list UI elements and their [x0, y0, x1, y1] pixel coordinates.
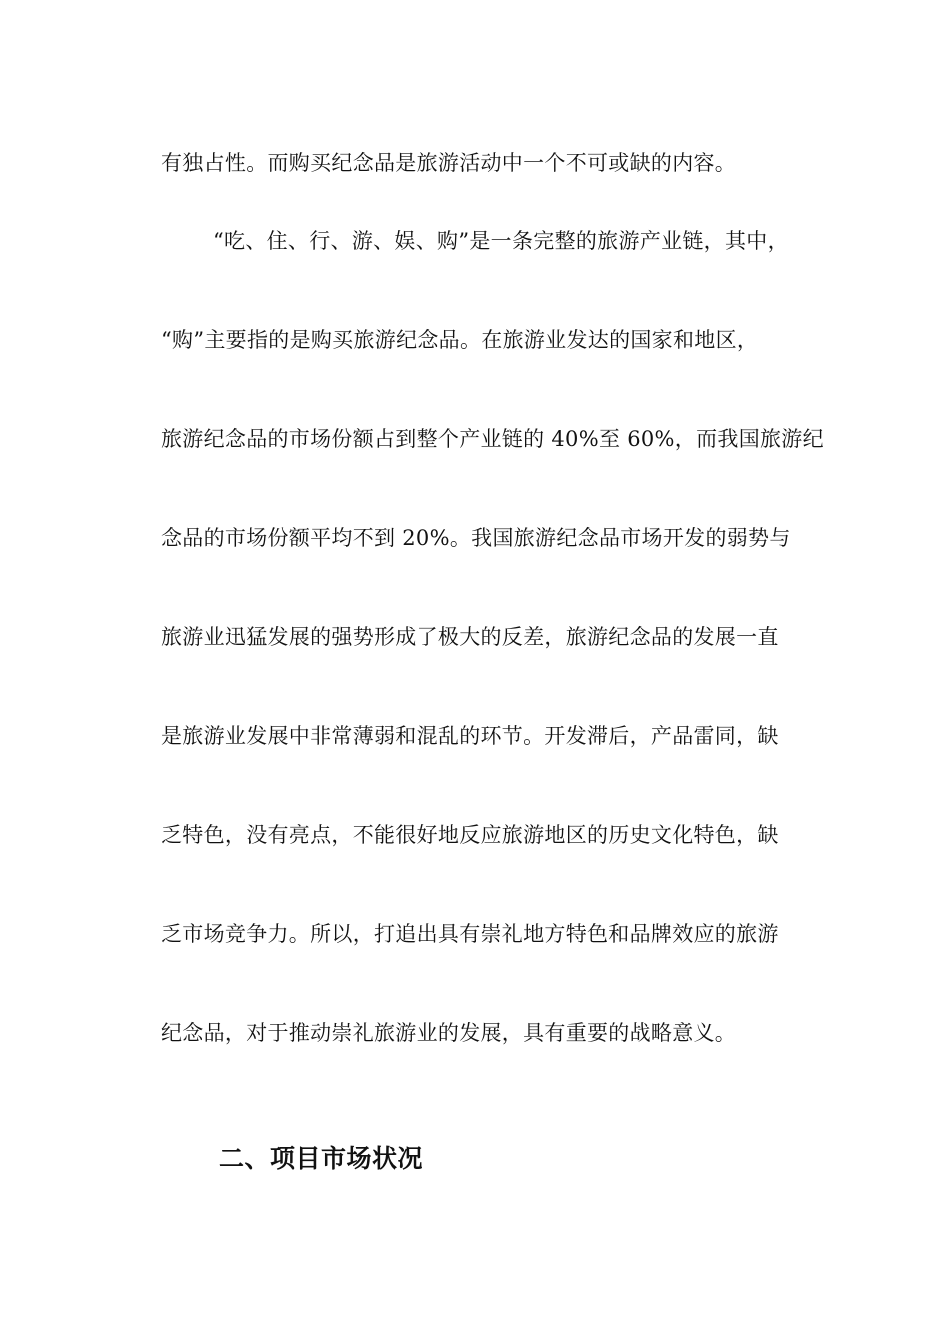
paragraph-line: 旅游业迅猛发展的强势形成了极大的反差，旅游纪念品的发展一直: [161, 625, 779, 649]
section-heading: 二、项目市场状况: [219, 1144, 424, 1173]
paragraph-line: 有独占性。而购买纪念品是旅游活动中一个不可或缺的内容。: [161, 151, 737, 175]
paragraph-line: “购”主要指的是购买旅游纪念品。在旅游业发达的国家和地区，: [161, 328, 759, 352]
paragraph-line: 纪念品，对于推动崇礼旅游业的发展，具有重要的战略意义。: [161, 1021, 737, 1045]
paragraph-line: 念品的市场份额平均不到 20%。我国旅游纪念品市场开发的弱势与: [161, 526, 791, 550]
paragraph-line: “吃、住、行、游、娱、购”是一条完整的旅游产业链，其中，: [213, 229, 789, 253]
paragraph-line: 旅游纪念品的市场份额占到整个产业链的 40%至 60%，而我国旅游纪: [161, 427, 824, 451]
paragraph-line: 是旅游业发展中非常薄弱和混乱的环节。开发滞后，产品雷同，缺: [161, 724, 779, 748]
paragraph-line: 乏市场竞争力。所以，打追出具有崇礼地方特色和品牌效应的旅游: [161, 922, 779, 946]
paragraph-line: 乏特色，没有亮点，不能很好地反应旅游地区的历史文化特色，缺: [161, 823, 779, 847]
